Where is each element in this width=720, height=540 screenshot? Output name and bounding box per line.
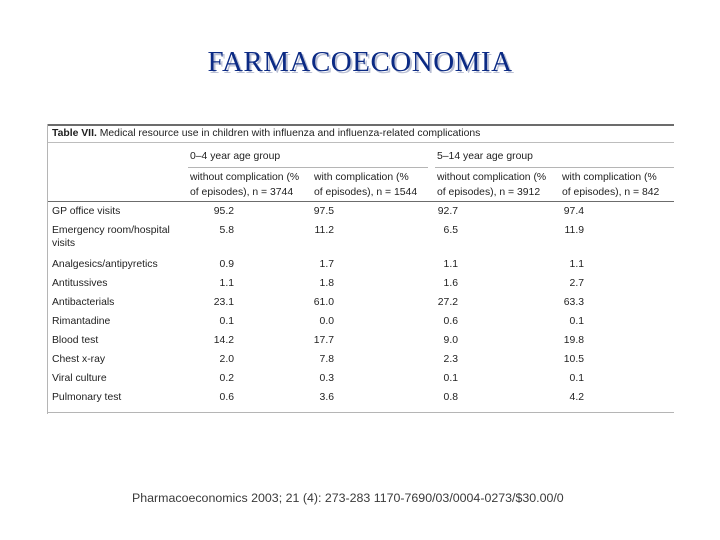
cell-value: 2.3	[443, 354, 458, 365]
cell-value: 0.6	[443, 316, 458, 327]
cell-value: 2.0	[219, 354, 234, 365]
cell-value: 14.2	[213, 335, 234, 346]
cell-value: 1.7	[319, 259, 334, 270]
column-header-4-line2: of episodes), n = 842	[562, 187, 660, 198]
column-header-3-line2: of episodes), n = 3912	[437, 187, 541, 198]
cell-value: 4.2	[569, 392, 584, 403]
row-label: Analgesics/antipyretics	[52, 259, 158, 270]
table-row	[48, 352, 674, 371]
cell-value: 1.8	[319, 278, 334, 289]
cell-value: 6.5	[443, 225, 458, 236]
table-row	[48, 276, 674, 295]
cell-value: 3.6	[319, 392, 334, 403]
column-header-3-line1: without complication (%	[437, 172, 547, 183]
cell-value: 92.7	[437, 206, 458, 217]
cell-value: 5.8	[219, 225, 234, 236]
row-label: Blood test	[52, 335, 99, 346]
cell-value: 1.1	[443, 259, 458, 270]
cell-value: 0.1	[443, 373, 458, 384]
row-label: Rimantadine	[52, 316, 111, 327]
cell-value: 0.0	[319, 316, 334, 327]
table-row	[48, 314, 674, 333]
cell-value: 0.9	[219, 259, 234, 270]
slide-title: FARMACOECONOMIA	[207, 46, 513, 78]
row-label: Pulmonary test	[52, 392, 122, 403]
row-label: GP office visits	[52, 206, 121, 217]
table-row	[48, 390, 674, 409]
bottom-rule	[48, 412, 674, 413]
cell-value: 63.3	[563, 297, 584, 308]
cell-value: 11.9	[564, 225, 584, 236]
cell-value: 0.6	[219, 392, 234, 403]
cell-value: 10.5	[563, 354, 584, 365]
column-header-4-line1: with complication (%	[562, 172, 657, 183]
table-caption-text: Medical resource use in children with influenza and influenza-related complications	[96, 128, 481, 139]
column-header-1-line2: of episodes), n = 3744	[190, 187, 294, 198]
cell-value: 0.8	[443, 392, 458, 403]
cell-value: 61.0	[313, 297, 334, 308]
row-label: Emergency room/hospital	[52, 225, 170, 236]
cell-value: 1.1	[569, 259, 584, 270]
cell-value: 97.4	[563, 206, 584, 217]
column-header-3	[437, 170, 546, 200]
cell-value: 0.2	[219, 373, 234, 384]
cell-value: 2.7	[569, 278, 584, 289]
column-header-2	[314, 170, 417, 200]
column-header-1-line1: without complication (%	[190, 172, 300, 183]
cell-value: 0.1	[219, 316, 234, 327]
column-header-1	[190, 170, 299, 200]
cell-value: 95.2	[213, 206, 234, 217]
group-header-5-14: 5–14 year age group	[437, 151, 533, 162]
column-header-4	[562, 170, 659, 200]
resource-use-table	[47, 124, 674, 414]
table-row	[48, 295, 674, 314]
row-label: Viral culture	[52, 373, 107, 384]
group-underline-0-4	[188, 167, 428, 168]
cell-value: 97.5	[313, 206, 334, 217]
cell-value: 7.8	[319, 354, 334, 365]
cell-value: 11.2	[314, 225, 334, 236]
cell-value: 0.3	[319, 373, 334, 384]
cell-value: 17.7	[313, 335, 334, 346]
header-rule	[48, 201, 674, 202]
row-label-continued: visits	[52, 238, 76, 249]
cell-value: 23.1	[213, 297, 234, 308]
row-label: Antibacterials	[52, 297, 115, 308]
column-header-2-line2: of episodes), n = 1544	[314, 187, 418, 198]
cell-value: 0.1	[569, 373, 584, 384]
cell-value: 9.0	[443, 335, 458, 346]
cell-value: 1.6	[443, 278, 458, 289]
cell-value: 1.1	[219, 278, 234, 289]
cell-value: 27.2	[437, 297, 458, 308]
table-row	[48, 371, 674, 390]
table-row	[48, 333, 674, 352]
column-header-2-line1: with complication (%	[314, 172, 409, 183]
table-caption	[48, 124, 674, 143]
group-header-0-4: 0–4 year age group	[190, 151, 281, 162]
cell-value: 19.8	[563, 335, 584, 346]
row-label: Chest x-ray	[52, 354, 106, 365]
table-row	[48, 257, 674, 276]
group-underline-5-14	[435, 167, 674, 168]
table-caption-label: Table VII.	[52, 128, 97, 139]
row-label: Antitussives	[52, 278, 108, 289]
table-row	[48, 204, 674, 223]
cell-value: 0.1	[569, 316, 584, 327]
table-row	[48, 223, 674, 255]
citation: Pharmacoeconomics 2003; 21 (4): 273-283 1170-7690/03/0004-0273/$30.00/0	[132, 491, 564, 505]
